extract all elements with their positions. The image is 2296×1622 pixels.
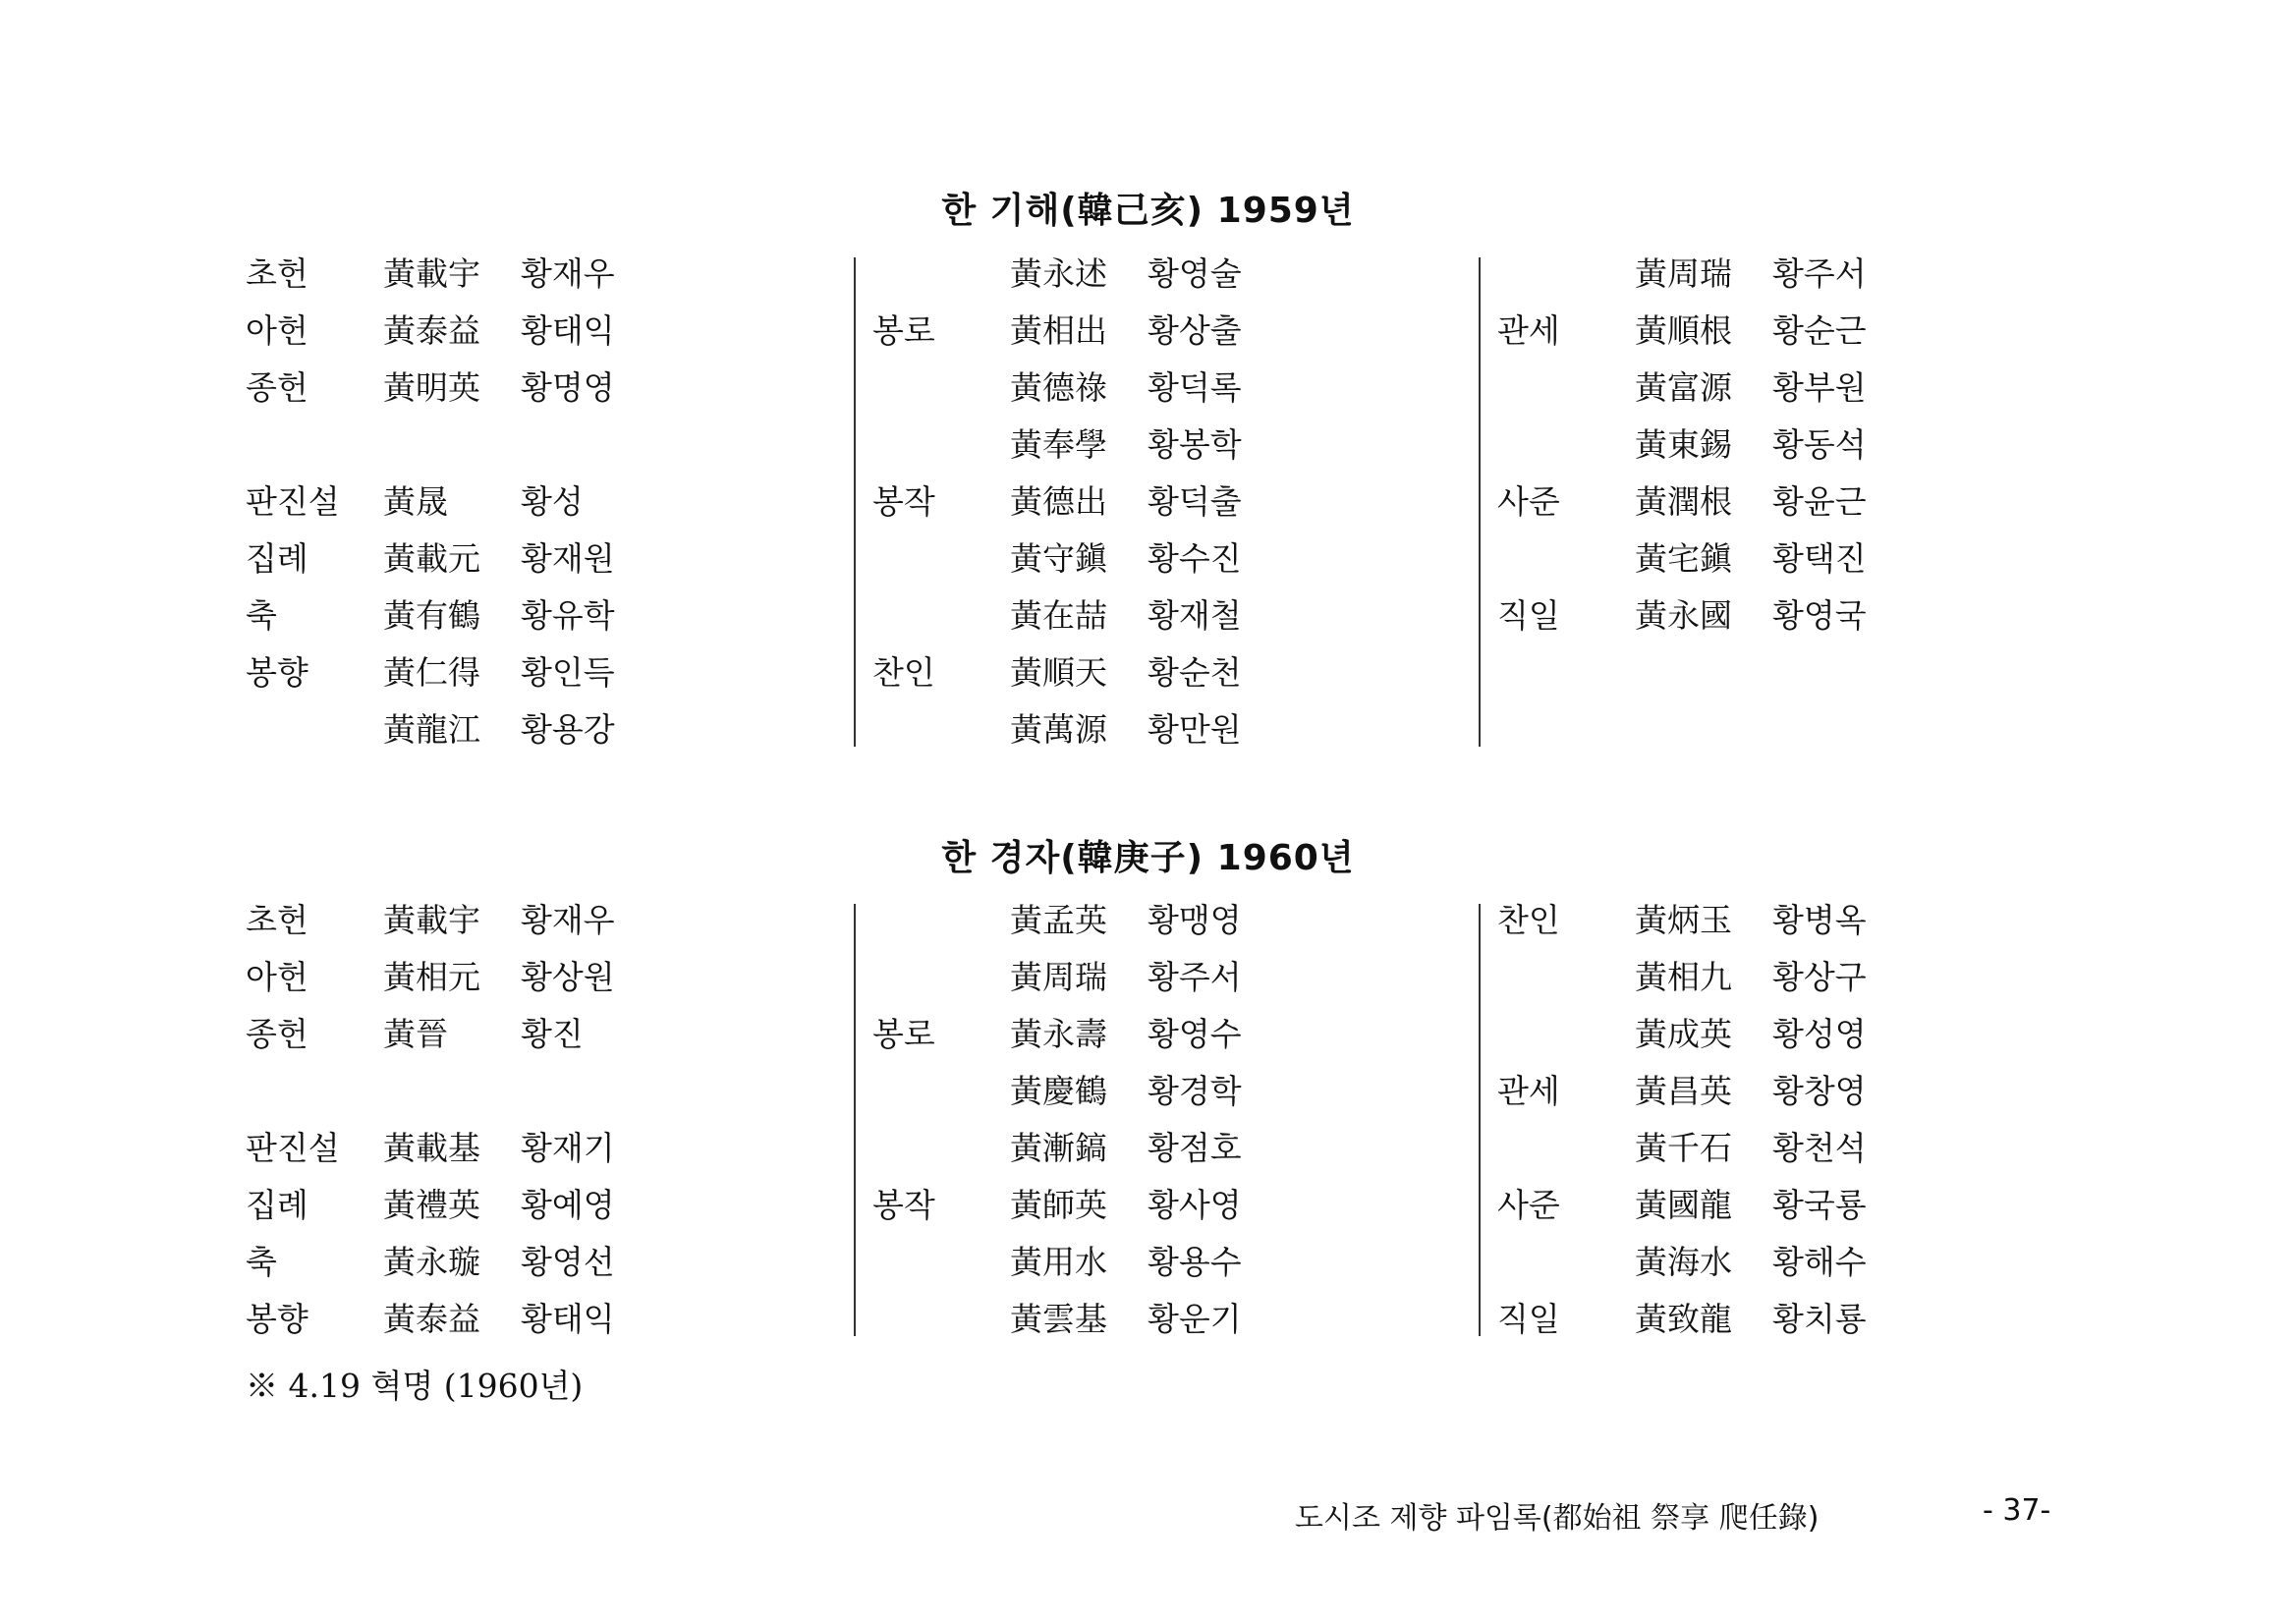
officiant-role: 판진설 xyxy=(246,1129,340,1167)
name-hanja: 黃禮英 xyxy=(383,1186,480,1224)
column-divider xyxy=(854,904,856,1336)
name-hanja: 黃千石 xyxy=(1635,1129,1732,1167)
name-hangul: 황재기 xyxy=(521,1129,615,1167)
name-hanja: 黃相出 xyxy=(1010,311,1107,350)
name-hangul: 황인득 xyxy=(521,653,615,692)
name-hanja: 黃炳玉 xyxy=(1635,901,1732,939)
officiant-role: 축 xyxy=(246,1243,277,1281)
name-hangul: 황치룡 xyxy=(1772,1300,1867,1338)
name-hangul: 황상출 xyxy=(1148,311,1242,350)
name-hangul: 황태익 xyxy=(521,311,615,350)
name-hanja: 黃相元 xyxy=(383,958,480,996)
name-hangul: 황덕출 xyxy=(1148,482,1242,521)
column-divider xyxy=(854,257,856,747)
name-hangul: 황영술 xyxy=(1148,254,1242,293)
name-hanja: 黃在喆 xyxy=(1010,596,1107,635)
name-hanja: 黃孟英 xyxy=(1010,901,1107,939)
officiant-role: 관세 xyxy=(1497,1072,1560,1110)
column-divider xyxy=(1479,904,1481,1336)
name-hangul: 황영수 xyxy=(1148,1015,1242,1053)
name-hangul: 황영국 xyxy=(1772,596,1867,635)
name-hangul: 황순근 xyxy=(1772,311,1867,350)
name-hanja: 黃永璇 xyxy=(383,1243,480,1281)
name-hangul: 황운기 xyxy=(1148,1300,1242,1338)
officiant-role: 초헌 xyxy=(246,254,308,293)
name-hanja: 黃相九 xyxy=(1635,958,1732,996)
name-hangul: 황만원 xyxy=(1148,710,1242,749)
name-hangul: 황상원 xyxy=(521,958,615,996)
name-hanja: 黃德祿 xyxy=(1010,368,1107,407)
name-hangul: 황순천 xyxy=(1148,653,1242,692)
name-hanja: 黃明英 xyxy=(383,368,480,407)
name-hangul: 황태익 xyxy=(521,1300,615,1338)
page-footer-title: 도시조 제향 파임록(都始祖 祭享 爬任錄) xyxy=(1295,1501,1820,1536)
name-hanja: 黃富源 xyxy=(1635,368,1732,407)
name-hangul: 황주서 xyxy=(1148,958,1242,996)
name-hanja: 黃載基 xyxy=(383,1129,480,1167)
name-hangul: 황점호 xyxy=(1148,1129,1242,1167)
name-hangul: 황상구 xyxy=(1772,958,1867,996)
officiant-role: 봉향 xyxy=(246,653,308,692)
name-hangul: 황수진 xyxy=(1148,539,1242,578)
name-hanja: 黃守鎭 xyxy=(1010,539,1107,578)
name-hanja: 黃載宇 xyxy=(383,254,480,293)
name-hanja: 黃泰益 xyxy=(383,1300,480,1338)
name-hangul: 황해수 xyxy=(1772,1243,1867,1281)
name-hanja: 黃有鶴 xyxy=(383,596,480,635)
name-hangul: 황성영 xyxy=(1772,1015,1867,1053)
officiant-role: 판진설 xyxy=(246,482,340,521)
name-hanja: 黃永述 xyxy=(1010,254,1107,293)
officiant-role: 봉로 xyxy=(872,1015,935,1053)
name-hangul: 황경학 xyxy=(1148,1072,1242,1110)
name-hanja: 黃用水 xyxy=(1010,1243,1107,1281)
name-hangul: 황성 xyxy=(521,482,584,521)
name-hanja: 黃永國 xyxy=(1635,596,1732,635)
officiant-role: 초헌 xyxy=(246,901,308,939)
name-hangul: 황유학 xyxy=(521,596,615,635)
name-hanja: 黃國龍 xyxy=(1635,1186,1732,1224)
name-hanja: 黃晟 xyxy=(383,482,448,521)
name-hangul: 황윤근 xyxy=(1772,482,1867,521)
name-hanja: 黃宅鎭 xyxy=(1635,539,1732,578)
name-hanja: 黃潤根 xyxy=(1635,482,1732,521)
name-hangul: 황명영 xyxy=(521,368,615,407)
name-hangul: 황주서 xyxy=(1772,254,1867,293)
name-hangul: 황부원 xyxy=(1772,368,1867,407)
footnote: ※ 4.19 혁명 (1960년) xyxy=(246,1367,584,1405)
officiant-role: 종헌 xyxy=(246,1015,308,1053)
officiant-role: 종헌 xyxy=(246,368,308,407)
officiant-role: 봉작 xyxy=(872,1186,935,1224)
name-hanja: 黃永壽 xyxy=(1010,1015,1107,1053)
officiant-role: 관세 xyxy=(1497,311,1560,350)
officiant-role: 아헌 xyxy=(246,958,308,996)
name-hangul: 황천석 xyxy=(1772,1129,1867,1167)
name-hanja: 黃雲基 xyxy=(1010,1300,1107,1338)
section-title-1959: 한 기해(韓己亥) 1959년 xyxy=(941,191,1355,231)
name-hangul: 황덕록 xyxy=(1148,368,1242,407)
officiant-role: 봉향 xyxy=(246,1300,308,1338)
name-hangul: 황맹영 xyxy=(1148,901,1242,939)
name-hanja: 黃仁得 xyxy=(383,653,480,692)
name-hangul: 황영선 xyxy=(521,1243,615,1281)
name-hangul: 황봉학 xyxy=(1148,425,1242,464)
name-hangul: 황국룡 xyxy=(1772,1186,1867,1224)
section-title-1960: 한 경자(韓庚子) 1960년 xyxy=(941,838,1355,878)
officiant-role: 찬인 xyxy=(1497,901,1560,939)
name-hangul: 황재철 xyxy=(1148,596,1242,635)
officiant-role: 아헌 xyxy=(246,311,308,350)
name-hanja: 黃漸鎬 xyxy=(1010,1129,1107,1167)
officiant-role: 봉로 xyxy=(872,311,935,350)
name-hanja: 黃周瑞 xyxy=(1010,958,1107,996)
name-hangul: 황진 xyxy=(521,1015,584,1053)
name-hangul: 황창영 xyxy=(1772,1072,1867,1110)
name-hangul: 황동석 xyxy=(1772,425,1867,464)
name-hanja: 黃載元 xyxy=(383,539,480,578)
officiant-role: 봉작 xyxy=(872,482,935,521)
name-hanja: 黃龍江 xyxy=(383,710,480,749)
name-hangul: 황병옥 xyxy=(1772,901,1867,939)
name-hangul: 황택진 xyxy=(1772,539,1867,578)
officiant-role: 집례 xyxy=(246,539,308,578)
name-hanja: 黃東錫 xyxy=(1635,425,1732,464)
page-number: - 37- xyxy=(1983,1493,2051,1528)
name-hanja: 黃泰益 xyxy=(383,311,480,350)
name-hanja: 黃周瑞 xyxy=(1635,254,1732,293)
name-hanja: 黃慶鶴 xyxy=(1010,1072,1107,1110)
name-hangul: 황용강 xyxy=(521,710,615,749)
name-hanja: 黃昌英 xyxy=(1635,1072,1732,1110)
name-hanja: 黃師英 xyxy=(1010,1186,1107,1224)
name-hangul: 황사영 xyxy=(1148,1186,1242,1224)
name-hanja: 黃順天 xyxy=(1010,653,1107,692)
name-hangul: 황예영 xyxy=(521,1186,615,1224)
name-hanja: 黃德出 xyxy=(1010,482,1107,521)
officiant-role: 사준 xyxy=(1497,482,1560,521)
name-hanja: 黃萬源 xyxy=(1010,710,1107,749)
name-hanja: 黃奉學 xyxy=(1010,425,1107,464)
name-hangul: 황재우 xyxy=(521,901,615,939)
officiant-role: 직일 xyxy=(1497,596,1560,635)
name-hangul: 황재우 xyxy=(521,254,615,293)
name-hangul: 황용수 xyxy=(1148,1243,1242,1281)
name-hanja: 黃致龍 xyxy=(1635,1300,1732,1338)
officiant-role: 집례 xyxy=(246,1186,308,1224)
name-hanja: 黃晉 xyxy=(383,1015,448,1053)
officiant-role: 축 xyxy=(246,596,277,635)
name-hangul: 황재원 xyxy=(521,539,615,578)
name-hanja: 黃順根 xyxy=(1635,311,1732,350)
officiant-role: 직일 xyxy=(1497,1300,1560,1338)
name-hanja: 黃海水 xyxy=(1635,1243,1732,1281)
officiant-role: 사준 xyxy=(1497,1186,1560,1224)
name-hanja: 黃載宇 xyxy=(383,901,480,939)
name-hanja: 黃成英 xyxy=(1635,1015,1732,1053)
column-divider xyxy=(1479,257,1481,747)
officiant-role: 찬인 xyxy=(872,653,935,692)
